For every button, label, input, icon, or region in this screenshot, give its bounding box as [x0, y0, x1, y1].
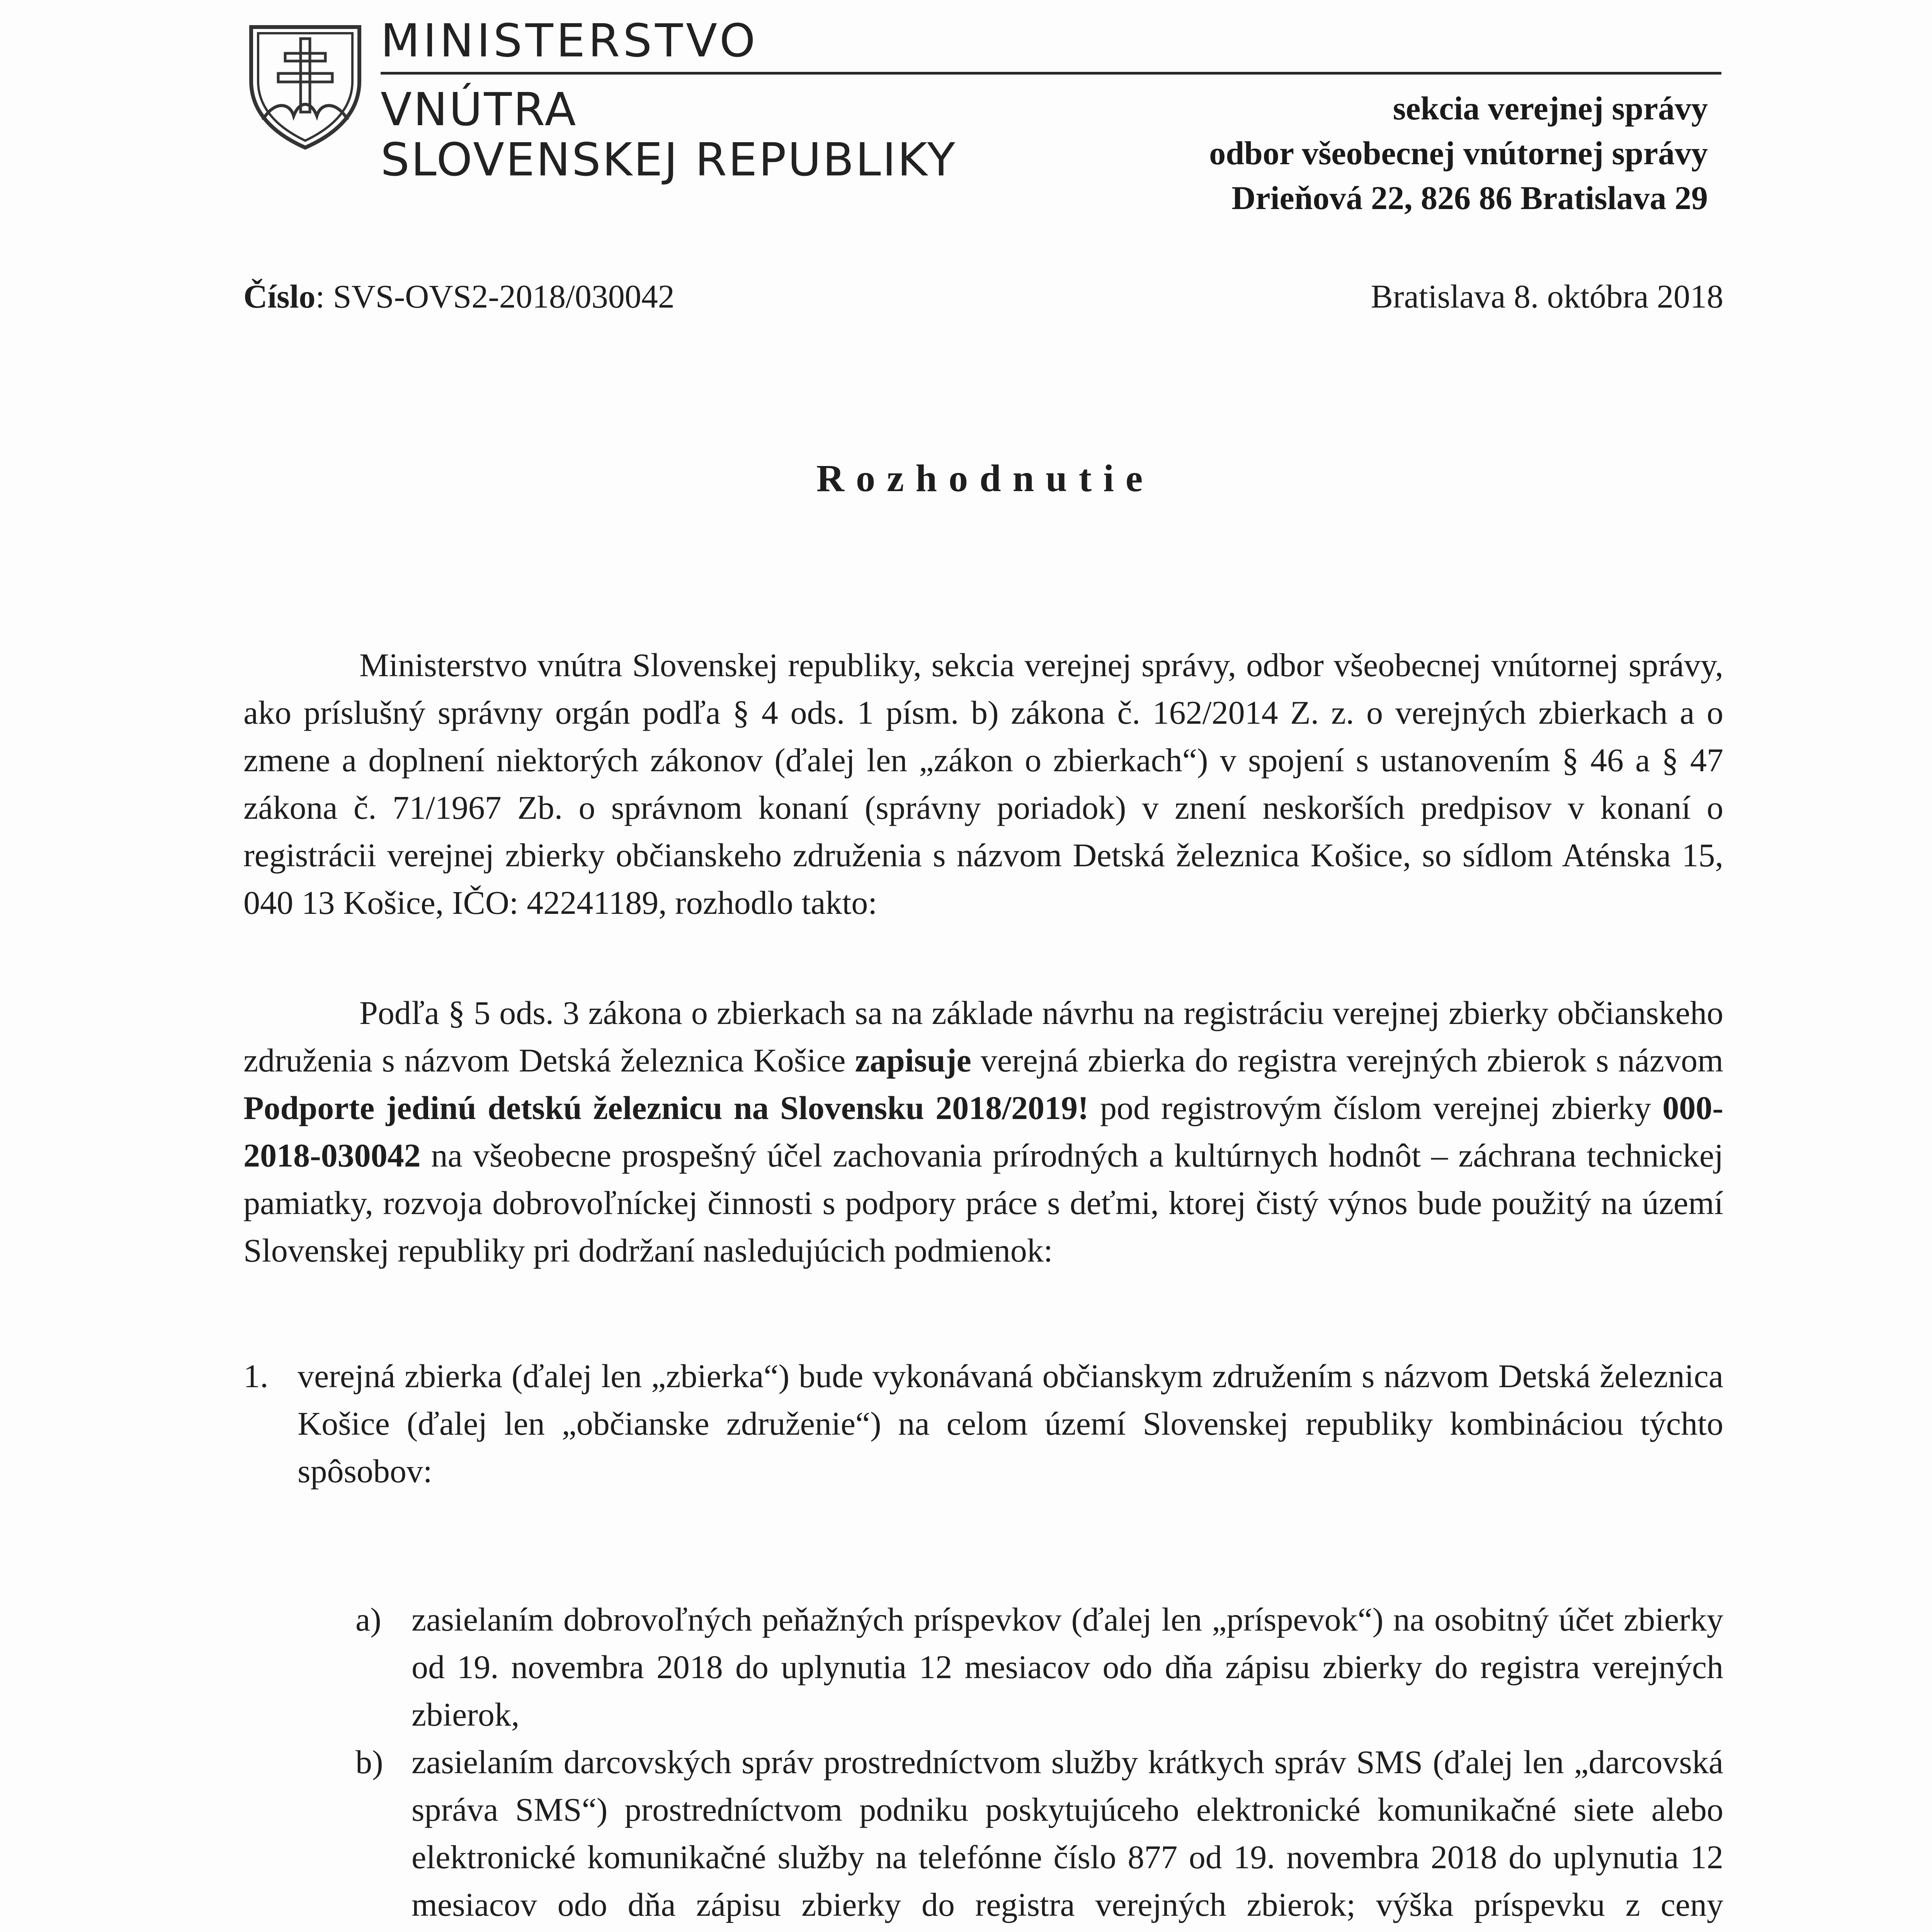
- sublist-item-text: zasielaním dobrovoľných peňažných príspevkov (ďalej len „príspevok“) na osobitný účet zbierky od 19. novembra 2018 do uplynutia 12 mesiacov odo dňa zápisu zbierky do registra verejných zbierok,: [412, 1601, 1723, 1733]
- coat-of-arms-icon: [247, 23, 363, 151]
- header-divider: [381, 72, 1721, 75]
- decision-verb: zapisuje: [855, 1042, 971, 1079]
- reference-value: : SVS-OVS2-2018/030042: [315, 278, 675, 315]
- ministry-line-1: MINISTERSTVO: [381, 14, 759, 67]
- paragraph-intro: Ministerstvo vnútra Slovenskej republiky, sekcia verejnej správy, odbor všeobecnej vnútornej správy, ako príslušný správny orgán podľa § 4 ods. 1 písm. b) zákona č. 162/2014 Z. z. o verejných zbierkach a o zmene a doplnení niektorých zákonov (ďalej len „zákon o zbierkach“) v spojení s ustanovením § 46 a § 47 zákona č. 71/1967 Zb. o správnom konaní (správny poriadok) v znení neskorších predpisov v konaní o registrácii verejnej zbierky občianskeho združenia s názvom Detská železnica Košice, so sídlom Aténska 15, 040 13 Košice, IČO: 42241189, rozhodlo takto:: [243, 646, 1723, 921]
- list-item-label: 1.: [243, 1357, 269, 1395]
- document-date: Bratislava 8. októbra 2018: [1371, 278, 1723, 315]
- reference-number: [243, 275, 675, 318]
- reference-line: [243, 275, 1723, 318]
- sublist-item-label: b): [355, 1743, 383, 1781]
- list-item-text: verejná zbierka (ďalej len „zbierka“) bude vykonávaná občianskym združením s názvom Detská železnica Košice (ďalej len „občianske združenie“) na celom území Slovenskej republiky kombináciou týchto spôsobov:: [298, 1357, 1723, 1490]
- decision-text-c: verejná zbierka do registra verejných zbierok s názvom: [971, 1042, 1723, 1079]
- dept-office: odbor všeobecnej vnútornej správy: [1209, 134, 1708, 172]
- sublist-item-label: a): [355, 1601, 381, 1638]
- department-address: [1209, 86, 1708, 220]
- paragraph-decision: [243, 989, 1723, 1274]
- registration-number: 000-2018-030042: [243, 1089, 1724, 1174]
- decision-text-d: pod registrovým číslom verejnej zbierky: [1088, 1089, 1663, 1126]
- ministry-line-3: SLOVENSKEJ REPUBLIKY: [381, 133, 957, 186]
- decision-text-e: na všeobecne prospešný účel zachovania prírodných a kultúrnych hodnôt – záchrana technickej pamiatky, rozvoja dobrovoľníckej činnosti s podpory práce s deťmi, ktorej čistý výnos bude použitý na území Slovenskej republiky pri dodržaní nasledujúcich podmienok:: [243, 1137, 1723, 1269]
- methods-sublist: [355, 1596, 1723, 1932]
- conditions-list: [243, 1352, 1723, 1495]
- dept-address: Drieňová 22, 826 86 Bratislava 29: [1231, 179, 1708, 216]
- ministry-line-2: VNÚTRA: [381, 83, 578, 136]
- list-item: [355, 1596, 1723, 1738]
- list-item: [243, 1352, 1723, 1495]
- collection-name: Podporte jedinú detskú železnicu na Slovensku 2018/2019!: [243, 1089, 1089, 1126]
- dept-section: sekcia verejnej správy: [1393, 90, 1708, 127]
- list-item: [355, 1738, 1723, 1932]
- reference-label: Číslo: [243, 278, 316, 315]
- sublist-item-text: zasielaním darcovských správ prostredníctvom služby krátkych správ SMS (ďalej len „darcovská správa SMS“) prostredníctvom podniku poskytujúceho elektronické komunikačné siete alebo elektronické komunikačné služby na telefónne číslo 877 od 19. novembra 2018 do uplynutia 12 mesiacov odo dňa zápisu zbierky do registra verejných zbierok; výška príspevku z ceny: [412, 1743, 1723, 1923]
- ministry-name: [381, 15, 957, 185]
- document-title: Rozhodnutie: [816, 457, 1155, 500]
- decision-text-a: Podľa § 5 ods. 3 zákona o zbierkach sa na základe návrhu na registráciu verejnej zbierky občianskeho združenia s názvom Detská železnica Košice: [243, 994, 1723, 1079]
